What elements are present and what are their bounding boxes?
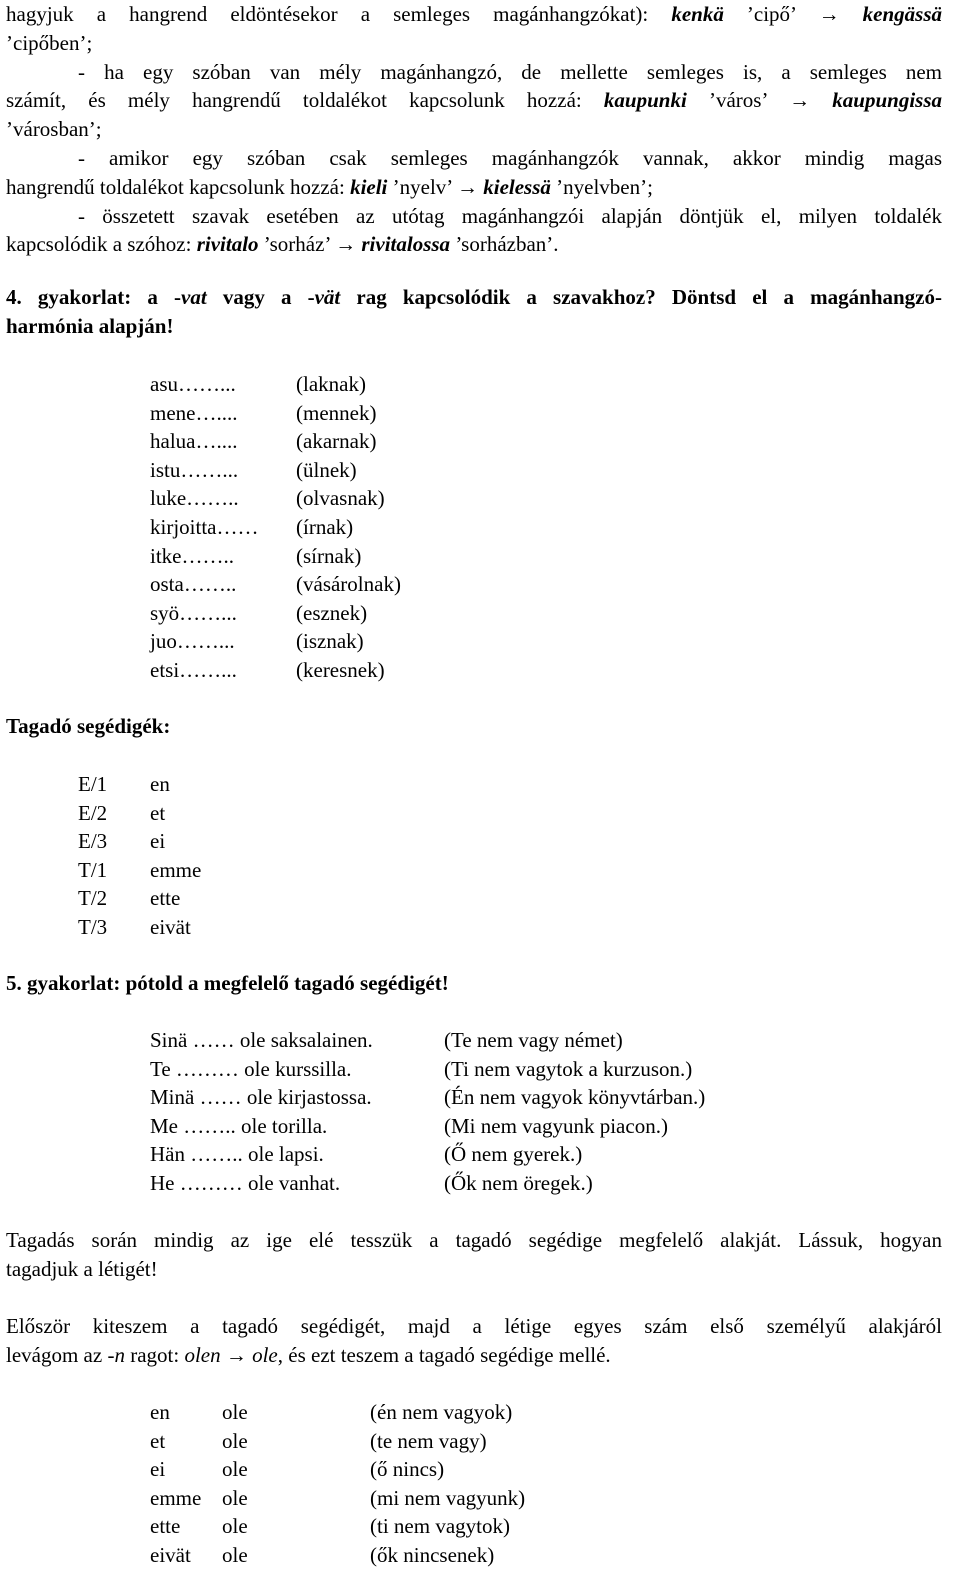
person-label: E/3: [78, 829, 108, 854]
gloss: ’város’: [686, 88, 790, 113]
aux-verb-form: ette: [150, 1514, 181, 1539]
suffix: vät: [314, 285, 341, 309]
aux-verbs-title: Tagadó segédigék:: [6, 714, 171, 738]
aux-verb-form: en: [150, 1400, 170, 1424]
person-label: T/2: [78, 886, 108, 911]
exercise-sentence: Hän …….. ole lapsi.: [150, 1142, 324, 1167]
translation: (mi nem vagyunk): [370, 1485, 526, 1510]
paragraph-line: [6, 1341, 942, 1370]
exercise-hint: (vásárolnak): [296, 572, 401, 597]
aux-verb-form: en: [150, 772, 170, 796]
example-word: rivitalossa: [361, 232, 451, 257]
intro-line-1: [6, 0, 942, 29]
paragraph-existential: [6, 1312, 942, 1370]
paragraph-text: levágom az -: [6, 1342, 115, 1367]
person-label: T/1: [78, 857, 108, 882]
exercise-4-heading: [6, 283, 942, 341]
paragraph-negation: [6, 1226, 942, 1284]
verb-form: ole: [222, 1428, 248, 1453]
exercise-word: mene…....: [150, 400, 238, 425]
exercise-hint: (olvasnak): [296, 486, 385, 511]
exercise-word: syö……...: [150, 600, 237, 625]
intro-line-6: - amikor egy szóban csak semleges magánhangzók vannak, akkor mindig magas: [78, 145, 942, 170]
example-word: kengässä: [862, 2, 942, 26]
aux-verb-form: et: [150, 1428, 166, 1453]
intro-line-3: - ha egy szóban van mély magánhangzó, de mellette semleges is, a semleges nem: [78, 59, 942, 84]
intro-rules: [6, 0, 942, 259]
example-word: ole: [252, 1342, 278, 1367]
exercise-hint: (ülnek): [296, 457, 357, 482]
exercise-5-title: 5. gyakorlat: pótold a megfelelő tagadó segédigét!: [6, 971, 449, 995]
exercise-word: luke……..: [150, 486, 239, 511]
intro-line-9: [6, 230, 942, 259]
intro-line-5: ’városban’;: [6, 117, 102, 142]
exercise-word: itke……..: [150, 543, 234, 568]
aux-verb-form: eivät: [150, 915, 191, 939]
intro-line-4: [6, 86, 942, 115]
suffix: vat: [181, 285, 207, 309]
exercise-sentence: Te ……… ole kurssilla.: [150, 1056, 352, 1081]
verb-form: ole: [222, 1485, 248, 1510]
aux-verb-form: emme: [150, 1485, 202, 1510]
paragraph-line: Először kiteszem a tagadó segédigét, majd a létige egyes szám első személyű alakjáról: [6, 1314, 942, 1338]
exercise-4-title-line-1: [6, 283, 942, 312]
exercise-word: osta……..: [150, 572, 237, 597]
gloss: ’sorházban’.: [450, 232, 559, 257]
verb-form: ole: [222, 1400, 248, 1424]
translation: (Ő nem gyerek.): [444, 1142, 583, 1167]
translation: (Mi nem vagyunk piacon.): [444, 1113, 668, 1138]
translation: (ti nem vagytok): [370, 1514, 510, 1539]
heading-text: rag kapcsolódik a szavakhoz? Döntsd el a magánhangzó-: [340, 285, 942, 309]
aux-verb-form: et: [150, 800, 166, 825]
person-label: E/2: [78, 800, 108, 825]
translation: (én nem vagyok): [370, 1400, 513, 1424]
heading-text: 4. gyakorlat: a -: [6, 285, 182, 309]
intro-line-7: [6, 173, 942, 202]
intro-line-2: ’cipőben’;: [6, 30, 93, 55]
translation: (Én nem vagyok könyvtárban.): [444, 1085, 706, 1110]
example-word: kieli: [350, 174, 388, 199]
exercise-word: istu……...: [150, 457, 239, 482]
example-word: kaupungissa: [832, 88, 942, 113]
verb-form: ole: [222, 1543, 248, 1567]
person-label: T/3: [78, 915, 108, 939]
translation: (Te nem vagy német): [444, 1028, 623, 1052]
intro-line-8: - összetett szavak esetében az utótag magánhangzói alapján döntjük el, milyen toldalék: [78, 203, 942, 228]
exercise-sentence: He ……… ole vanhat.: [150, 1171, 341, 1195]
aux-verb-form: emme: [150, 857, 202, 882]
exercise-word: kirjoitta……: [150, 515, 259, 539]
paragraph-text: , és ezt teszem a tagadó segédige mellé.: [277, 1342, 611, 1367]
arrow-icon: →: [220, 1342, 253, 1367]
translation: (Ők nem öregek.): [444, 1171, 593, 1195]
example-word: olen: [184, 1342, 221, 1367]
aux-verb-form: ei: [150, 1457, 166, 1482]
intro-text: számít, és mély hangrendű toldalékot kapcsolunk hozzá:: [6, 88, 604, 113]
heading-text: vagy a -: [206, 285, 315, 309]
translation: (ő nincs): [370, 1457, 445, 1482]
paragraph-line: Tagadás során mindig az ige elé tesszük a tagadó segédige megfelelő alakját. Lássuk, hogyan: [6, 1228, 942, 1252]
example-word: kaupunki: [603, 88, 687, 113]
arrow-icon: →: [456, 174, 478, 199]
exercise-hint: (mennek): [296, 400, 377, 425]
verb-form: ole: [222, 1514, 248, 1539]
exercise-hint: (esznek): [296, 600, 368, 625]
intro-text: hagyjuk a hangrend eldöntésekor a semleges magánhangzókat):: [6, 2, 672, 26]
exercise-sentence: Minä …… ole kirjastossa.: [150, 1085, 372, 1110]
aux-verb-form: ei: [150, 829, 166, 854]
exercise-hint: (írnak): [296, 515, 354, 539]
example-word: kenkä: [671, 2, 724, 26]
exercise-sentence: Me …….. ole torilla.: [150, 1113, 328, 1138]
exercise-4-title-line-2: harmónia alapján!: [6, 313, 174, 338]
exercise-hint: (akarnak): [296, 429, 377, 454]
exercise-word: juo……...: [150, 629, 235, 654]
arrow-icon: →: [335, 232, 357, 257]
exercise-hint: (isznak): [296, 629, 364, 654]
arrow-icon: →: [789, 88, 811, 113]
gloss: ’nyelv’: [387, 174, 457, 199]
person-label: E/1: [78, 772, 108, 796]
gloss: ’cipő’: [723, 2, 819, 26]
aux-verb-form: ette: [150, 886, 181, 911]
gloss: ’nyelvben’;: [550, 174, 653, 199]
translation: (te nem vagy): [370, 1428, 487, 1453]
intro-text: kapcsolódik a szóhoz:: [6, 232, 197, 257]
suffix: n: [114, 1342, 125, 1367]
translation: (ők nincsenek): [370, 1543, 495, 1567]
example-word: kielessä: [483, 174, 551, 199]
exercise-hint: (sírnak): [296, 543, 362, 568]
exercise-word: etsi……...: [150, 658, 237, 682]
aux-verb-form: eivät: [150, 1543, 191, 1567]
translation: (Ti nem vagytok a kurzuson.): [444, 1056, 693, 1081]
exercise-hint: (keresnek): [296, 658, 385, 682]
verb-form: ole: [222, 1457, 248, 1482]
example-word: rivitalo: [196, 232, 259, 257]
arrow-icon: →: [818, 2, 840, 26]
intro-text: hangrendű toldalékot kapcsolunk hozzá:: [6, 174, 351, 199]
exercise-sentence: Sinä …… ole saksalainen.: [150, 1028, 373, 1052]
paragraph-text: ragot:: [124, 1342, 185, 1367]
exercise-word: halua…....: [150, 429, 238, 454]
paragraph-line: tagadjuk a létigét!: [6, 1256, 158, 1281]
exercise-hint: (laknak): [296, 372, 366, 396]
gloss: ’sorház’: [258, 232, 336, 257]
exercise-word: asu……...: [150, 372, 236, 396]
